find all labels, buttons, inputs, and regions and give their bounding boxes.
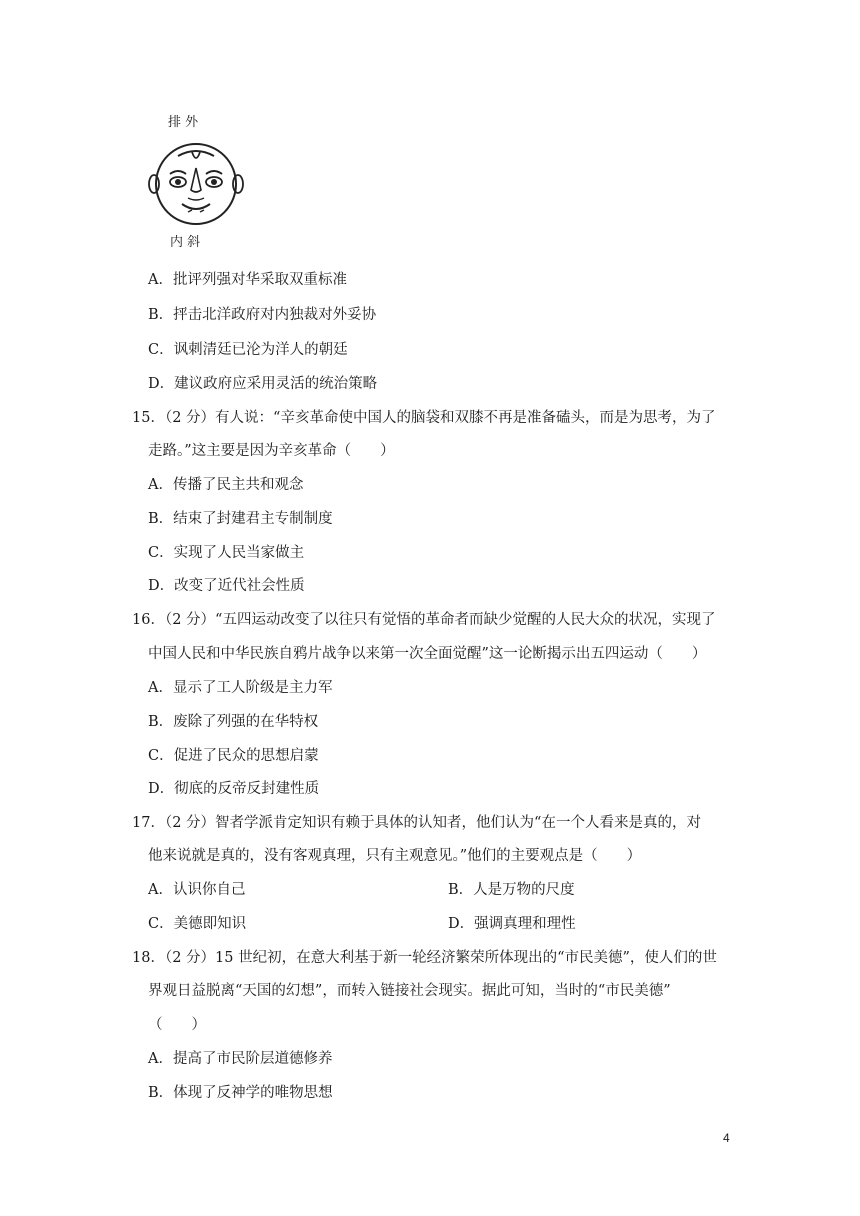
q18-option-b: [148, 1081, 333, 1102]
option-text: 人是万物的尺度: [473, 882, 575, 898]
option-letter: A．: [148, 272, 173, 288]
q17-option-c: [148, 912, 246, 933]
option-text: 传播了民主共和观念: [172, 477, 304, 493]
option-letter: D．: [448, 916, 475, 932]
q16-option-c: [148, 744, 319, 765]
page-number: 4: [723, 1131, 730, 1145]
q17-stem-line1: 17．（2 分）智者学派肯定知识有赖于具体的认知者，他们认为“在一个人看来是真的，对: [132, 815, 701, 831]
option-text: 结束了封建君主专制制度: [173, 511, 333, 527]
q16-option-b: [148, 710, 318, 731]
option-text: 强调真理和理性: [474, 916, 576, 932]
option-letter: B．: [148, 511, 174, 527]
cartoon-bottom-text: 内 斜: [170, 235, 201, 250]
option-letter: B．: [448, 882, 474, 898]
option-letter: B．: [148, 714, 174, 730]
option-letter: A．: [148, 477, 173, 493]
option-letter: C．: [148, 748, 174, 764]
q14-option-a: [148, 268, 347, 289]
q15-option-d: [148, 574, 305, 595]
option-text: 实现了人民当家做主: [173, 545, 305, 561]
option-letter: A．: [148, 882, 173, 898]
option-text: 改变了近代社会性质: [174, 578, 305, 594]
q14-option-b: [148, 303, 376, 324]
option-text: 认识你自己: [172, 882, 246, 898]
option-letter: B．: [148, 1085, 174, 1101]
option-letter: D．: [148, 781, 175, 797]
q14-option-c: [148, 338, 348, 359]
q15-option-b: [148, 507, 333, 528]
option-text: 批评列强对华采取双重标准: [172, 272, 347, 288]
option-text: 彻底的反帝反封建性质: [174, 781, 320, 797]
option-letter: D．: [148, 376, 175, 392]
option-text: 废除了列强的在华特权: [173, 714, 319, 730]
q17-option-a: [148, 878, 245, 899]
q16-stem-line2: 中国人民和中华民族自鸦片战争以来第一次全面觉醒”这一论断揭示出五四运动（ ）: [148, 646, 707, 662]
option-text: 讽刺清廷已沦为洋人的朝廷: [173, 342, 348, 358]
option-letter: A．: [148, 1051, 173, 1067]
q18-stem-line1: 18．（2 分）15 世纪初，在意大利基于新一轮经济繁荣所体现出的“市民美德”，使人们的世: [132, 950, 717, 966]
q15-stem-line1: 15．（2 分）有人说：“辛亥革命使中国人的脑袋和双膝不再是准备磕头，而是为思考，为了: [132, 410, 716, 426]
q15-stem-line2: 走路。”这主要是因为辛亥革命（ ）: [148, 443, 395, 459]
q17-stem-line2: 他来说就是真的，没有客观真理，只有主观意见。”他们的主要观点是（ ）: [148, 848, 642, 864]
option-letter: C．: [148, 545, 174, 561]
q16-option-d: [148, 777, 319, 798]
q15-option-a: [148, 473, 303, 494]
q17-option-b: [448, 878, 575, 899]
option-text: 促进了民众的思想启蒙: [173, 748, 319, 764]
q17-option-d: [448, 912, 576, 933]
option-letter: A．: [148, 680, 173, 696]
option-text: 体现了反神学的唯物思想: [173, 1085, 333, 1101]
q18-stem-line3: （ ）: [148, 1017, 206, 1033]
option-text: 抨击北洋政府对内独裁对外妥协: [173, 307, 377, 323]
option-letter: C．: [148, 342, 174, 358]
q15-option-c: [148, 541, 304, 562]
cartoon-face-illustration: [148, 112, 244, 252]
cartoon-top-text: 排 外: [168, 115, 199, 130]
q16-stem-line1: 16．（2 分）“五四运动改变了以往只有觉悟的革命者而缺少觉醒的人民大众的状况，实现了: [132, 612, 716, 628]
option-text: 提高了市民阶层道德修养: [172, 1051, 333, 1067]
option-text: 显示了工人阶级是主力军: [172, 680, 333, 696]
q18-stem-line2: 界观日益脱离“天国的幻想”，而转入链接社会现实。据此可知，当时的“市民美德”: [148, 983, 671, 999]
option-letter: B．: [148, 307, 174, 323]
option-letter: D．: [148, 578, 175, 594]
option-letter: C．: [148, 916, 174, 932]
option-text: 建议政府应采用灵活的统治策略: [174, 376, 378, 392]
q16-option-a: [148, 676, 332, 697]
option-text: 美德即知识: [173, 916, 247, 932]
q14-option-d: [148, 372, 377, 393]
q18-option-a: [148, 1047, 332, 1068]
